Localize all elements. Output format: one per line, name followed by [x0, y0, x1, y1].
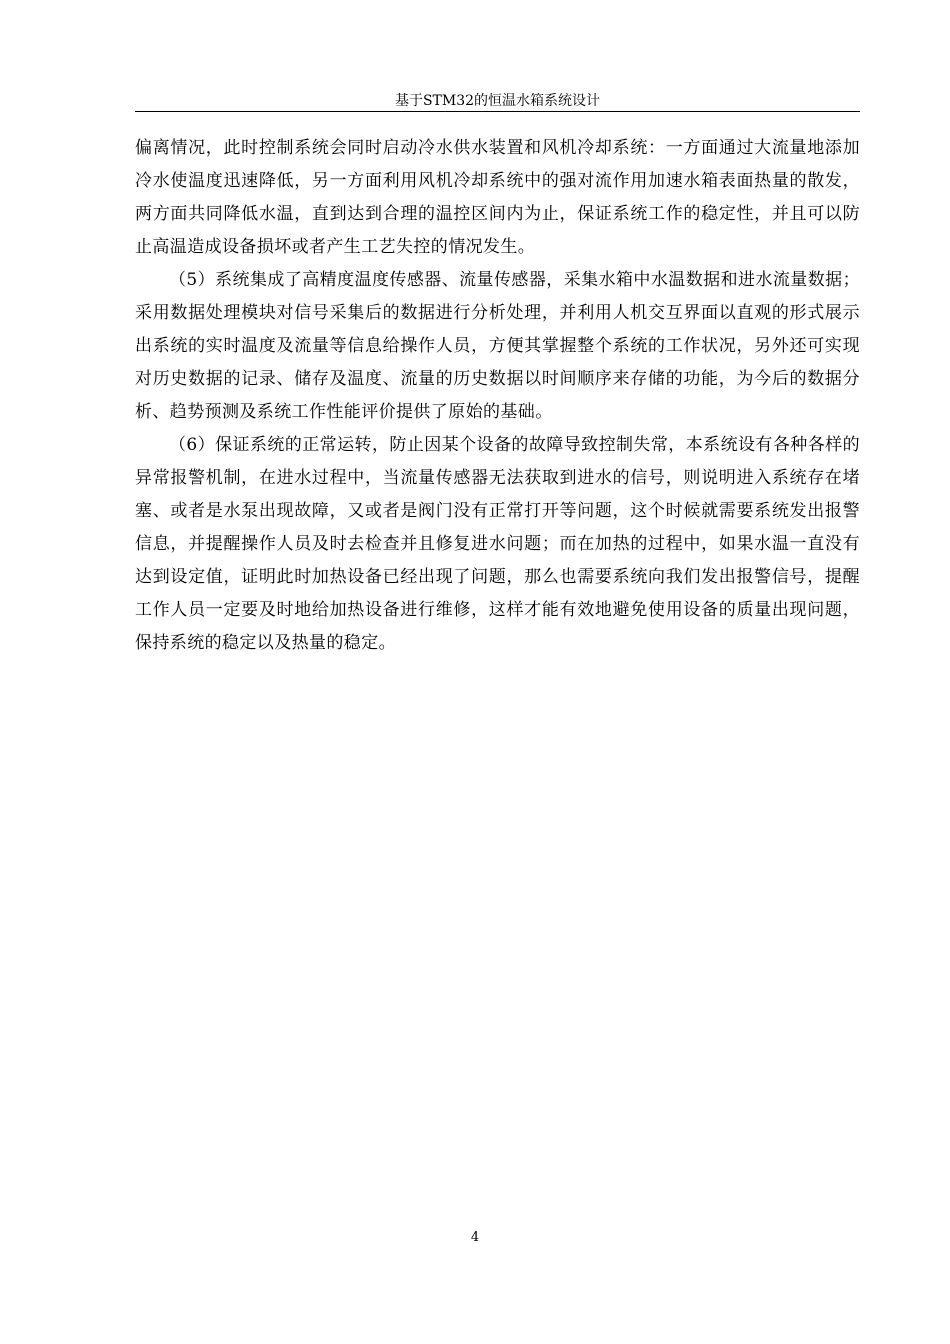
- paragraph-item-5: （5）系统集成了高精度温度传感器、流量传感器，采集水箱中水温数据和进水流量数据；采用数据处理模块对信号采集后的数据进行分析处理，并利用人机交互界面以直观的形式展示出系统的实时温度及流量等信息给操作人员，方便其掌握整个系统的工作状况，另外还可实现对历史数据的记录、储存及温度、流量的历史数据以时间顺序来存储的功能，为今后的数据分析、趋势预测及系统工作性能评价提供了原始的基础。: [135, 270, 860, 422]
- paragraph-continuation: 偏离情况，此时控制系统会同时启动冷水供水装置和风机冷却系统：一方面通过大流量地添加冷水使温度迅速降低，另一方面利用风机冷却系统中的强对流作用加速水箱表面热量的散发，两方面共同降低水温，直到达到合理的温控区间内为止，保证系统工作的稳定性，并且可以防止高温造成设备损坏或者产生工艺失控的情况发生。: [135, 138, 860, 257]
- page-header: [135, 91, 860, 112]
- body-text: [135, 132, 860, 660]
- page-number: 4: [470, 1230, 480, 1245]
- paragraph-item-6: （6）保证系统的正常运转，防止因某个设备的故障导致控制失常，本系统设有各种各样的异常报警机制，在进水过程中，当流量传感器无法获取到进水的信号，则说明进入系统存在堵塞、或者是水泵出现故障，又或者是阀门没有正常打开等问题，这个时候就需要系统发出报警信息，并提醒操作人员及时去检查并且修复进水问题；而在加热的过程中，如果水温一直没有达到设定值，证明此时加热设备已经出现了问题，那么也需要系统向我们发出报警信号，提醒工作人员一定要及时地给加热设备进行维修，这样才能有效地避免使用设备的质量出现问题，保持系统的稳定以及热量的稳定。: [135, 435, 860, 653]
- header-title: 基于STM32的恒温水箱系统设计: [394, 93, 601, 109]
